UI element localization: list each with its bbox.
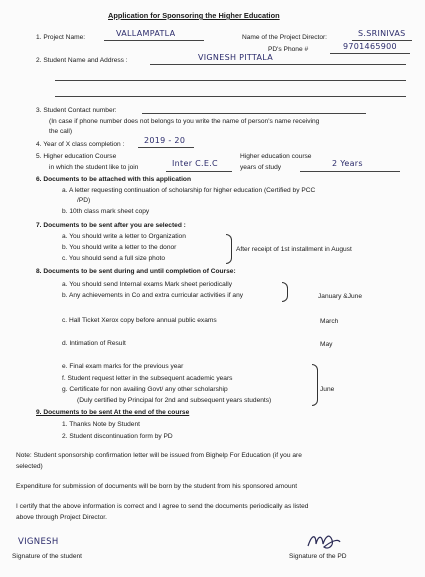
address-line-1 xyxy=(55,80,406,81)
pd-phone-line xyxy=(330,53,410,54)
pd-signature-label: Signature of the PD xyxy=(289,553,347,560)
years-label-line-2: years of study xyxy=(240,164,282,171)
course-value: Inter C.E.C xyxy=(172,159,218,168)
section-7-note: After receipt of 1st installment in August xyxy=(236,246,352,253)
section-6-title: 6. Documents to be attached with this application xyxy=(36,176,191,183)
course-label-line-2: in which the student like to join xyxy=(49,164,139,171)
section-8-ab-brace xyxy=(282,282,288,302)
x-class-label: 4. Year of X class completion : xyxy=(36,141,125,148)
certify-line-1: I certify that the above information is correct and I agree to send the documents periodically as listed xyxy=(16,503,309,510)
section-8-item-a: a. You should send Internal exams Mark sheet periodically xyxy=(62,281,233,288)
section-8-title: 8. Documents to be sent during and until completion of Course: xyxy=(36,268,236,275)
pd-phone-label: PD's Phone # xyxy=(268,46,309,53)
x-class-value: 2019 - 20 xyxy=(144,136,186,145)
student-signature: VIGNESH xyxy=(18,537,59,547)
contact-line xyxy=(142,113,366,114)
section-8-item-f: f. Student request letter in the subsequent academic years xyxy=(62,375,233,382)
course-label-line-1: 5. Higher education Course xyxy=(36,153,117,160)
student-name-label: 2. Student Name and Address : xyxy=(36,57,128,64)
section-6-item-b: b. 10th class mark sheet copy xyxy=(62,208,150,215)
section-8-d-when: May xyxy=(320,341,333,348)
contact-label: 3. Student Contact number: xyxy=(36,107,117,114)
years-line xyxy=(300,171,400,172)
project-name-label: 1. Project Name: xyxy=(36,34,86,41)
project-director-value: S.SRINIVAS xyxy=(358,29,406,38)
section-8-efg-when: June xyxy=(320,386,335,393)
section-6-item-a-line-1: a. A letter requesting continuation of scholarship for higher education (Certified by PCC xyxy=(62,187,316,194)
certify-line-2: above through Project Director. xyxy=(16,514,107,521)
section-8-item-g-line-2: (Duly certified by Principal for 2nd and subsequent years students) xyxy=(77,397,272,404)
section-9-item-2: 2. Student discontinuation form by PD xyxy=(62,433,173,440)
section-7-brace xyxy=(226,234,232,264)
section-8-item-c: c. Hall Ticket Xerox copy before annual public exams xyxy=(62,317,217,324)
project-name-line xyxy=(104,40,204,41)
years-label-line-1: Higher education course xyxy=(240,153,312,160)
section-6-item-a-line-2: /PD) xyxy=(77,197,91,204)
section-7-title: 7. Documents to be sent after you are selected : xyxy=(36,222,186,229)
section-8-item-b: b. Any achievements in Co and extra curricular activities if any xyxy=(62,292,244,299)
form-title: Application for Sponsoring the Higher Education xyxy=(108,11,280,20)
section-9-title: 9. Documents to be sent At the end of the course xyxy=(36,409,190,416)
project-name-value: VALLAMPATLA xyxy=(116,29,176,38)
x-class-line xyxy=(138,147,194,148)
note-line-2: selected) xyxy=(16,463,43,470)
address-line-2 xyxy=(55,96,406,97)
course-line xyxy=(166,171,232,172)
project-director-line xyxy=(352,40,412,41)
years-value: 2 Years xyxy=(332,159,363,168)
section-8-item-g-line-1: g. Certificate for non availing Govt/ any other scholarship xyxy=(62,386,228,393)
section-8-item-e: e. Final exam marks for the previous year xyxy=(62,363,184,370)
contact-note-line-1: (In case if phone number does not belongs to you write the name of person's name receiving xyxy=(49,118,320,125)
student-signature-label: Signature of the student xyxy=(12,553,83,560)
contact-note-line-2: the call) xyxy=(49,128,73,135)
student-name-line xyxy=(150,64,406,65)
section-8-ab-when: January &June xyxy=(318,293,362,300)
section-8-c-when: March xyxy=(320,318,339,325)
note-line-1: Note: Student sponsorship confirmation letter will be issued from Bighelp For Education (if you are xyxy=(16,452,302,459)
student-name-value: VIGNESH PITTALA xyxy=(198,53,273,62)
section-7-item-c: c. You should send a full size photo xyxy=(62,255,166,262)
pd-phone-value: 9701465900 xyxy=(343,42,397,51)
section-7-item-a: a. You should write a letter to Organization xyxy=(62,233,186,240)
section-9-item-1: 1. Thanks Note by Student xyxy=(62,421,140,428)
expenditure-note: Expenditure for submission of documents will be born by the student from his sponsored amount xyxy=(16,483,298,490)
section-8-item-d: d. Intimation of Result xyxy=(62,340,126,347)
pd-signature-scribble xyxy=(304,528,344,552)
project-director-label: Name of the Project Director: xyxy=(242,34,328,41)
section-8-efg-brace xyxy=(312,364,318,406)
section-7-item-b: b. You should write a letter to the donor xyxy=(62,244,177,251)
